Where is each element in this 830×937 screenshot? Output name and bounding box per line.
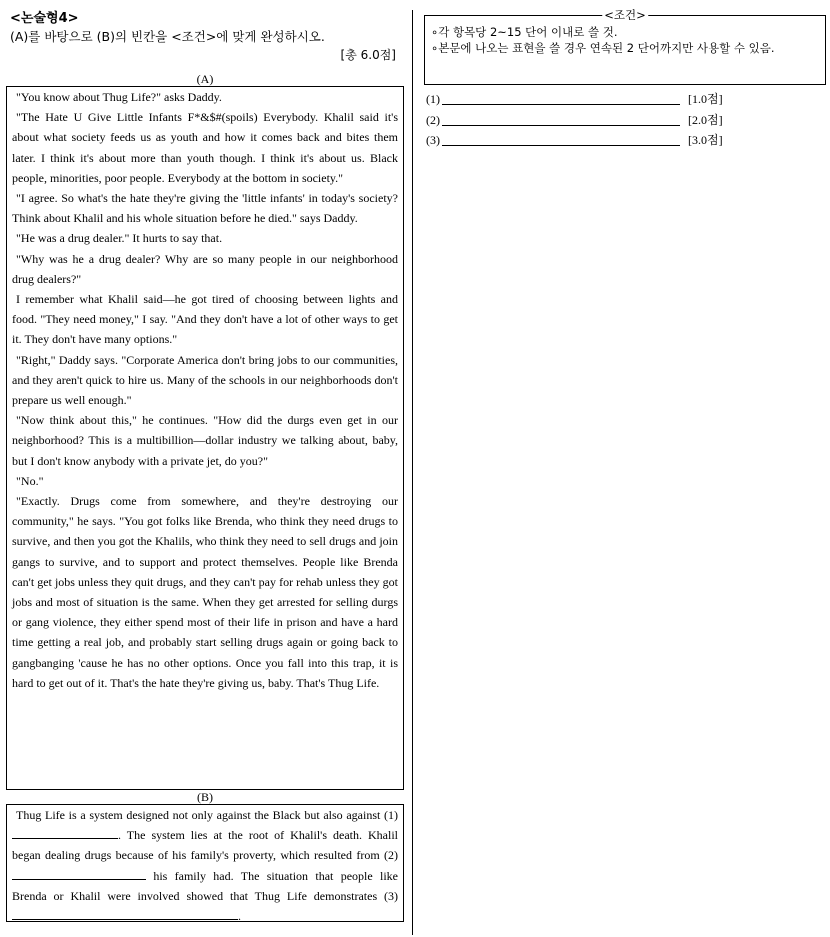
passage-b-label: (B): [197, 790, 213, 804]
blank-2[interactable]: [12, 866, 146, 880]
answer-row-2: [424, 110, 826, 131]
passage-b-text: [12, 805, 398, 922]
answer-line-2[interactable]: [442, 125, 680, 126]
passage-a-box: [6, 86, 404, 790]
answer-number: (2): [426, 112, 440, 127]
condition-item: ∘각 항목당 2~15 단어 이내로 쓸 것.: [431, 25, 618, 39]
passage-b-box: [6, 804, 404, 922]
passage-a-paragraph: "I agree. So what's the hate they're giving the 'little infants' in today's society? Think about Khalil and his whole situation before he died." says Daddy.: [12, 191, 398, 226]
answer-number: (3): [426, 133, 440, 147]
passage-a-paragraph: "No.": [16, 473, 44, 488]
answer-points: [2.0점]: [688, 112, 723, 127]
passage-b-segment: . The system lies at the root of Khalil's death. Khalil began dealing drugs because of his family's proverty, which resulted from (2): [12, 828, 398, 863]
conditions-box: [424, 8, 826, 85]
passage-a-paragraph: "Exactly. Drugs come from somewhere, and they're destroying our community," he says. "You got folks like Brenda, who think they need drugs to survive, and then you got the Khalils, who think they need to sell drugs and join gangs to survive, and to support and protect themselves. People like Brenda can't get jobs unless they quit drugs, and they can't pay for rehab unless they got jobs and most of situation is the same. When they get arrested for selling durgs or gang violence, they either spend most of their life in prison and have a hard time getting a real job, and probably start selling drugs again or going back to gangbanging 'cause he has no other options. Once you fall into this trap, it is hard to get out of it. That's the hate they're giving us, baby. That's Thug Life.: [12, 494, 398, 690]
passage-a-paragraph: I remember what Khalil said—he got tired of choosing between lights and food. "They need money," I say. "And they don't have a lot of other ways to get it. They don't have many options.": [12, 292, 398, 347]
blank-3[interactable]: [12, 906, 238, 920]
conditions-title: <조건>: [604, 8, 646, 22]
passage-a-paragraph: "He was a drug dealer." It hurts to say that.: [16, 231, 223, 246]
passage-a-paragraph: "Now think about this," he continues. "How did the durgs even get in our neighborhood? This is a multibillion—dollar industry we talking about, baby, but I don't know anybody with a private jet, do you?": [12, 413, 398, 468]
blank-1[interactable]: [12, 825, 118, 839]
answer-row-3: [424, 130, 826, 151]
right-column: [424, 10, 826, 151]
column-divider: [412, 10, 413, 935]
passage-a-label: (A): [196, 72, 214, 86]
condition-item: ∘본문에 나오는 표현을 쓸 경우 연속된 2 단어까지만 사용할 수 있음.: [431, 41, 775, 55]
answer-line-3[interactable]: [442, 145, 680, 146]
answer-points: [1.0점]: [688, 92, 723, 106]
passage-b-segment: his family had. The situation that people like Brenda or Khalil were involved showed that Thug Life demonstrates (3): [12, 868, 398, 903]
passage-a-paragraph: "Right," Daddy says. "Corporate America don't bring jobs to our communities, and they aren't quick to hire us. Many of the schools in our neighborhoods don't prepare us well enough.": [12, 352, 398, 408]
passage-a-paragraph: "The Hate U Give Little Infants F*&$#(spoils) Everybody. Khalil said it's about what society feeds us as youth and how it comes back and bites them later. I think it's about more than youth though. I think it's about us. Black people, minorities, poor people. Everybody at the bottom in society.": [12, 110, 398, 185]
passage-b-segment: Thug Life is a system designed not only against the Black but also against (1): [16, 808, 398, 822]
answer-line-1[interactable]: [442, 104, 680, 105]
left-column: [6, 10, 404, 922]
question-instruction: (A)를 바탕으로 (B)의 빈칸을 <조건>에 맞게 완성하시오.: [10, 29, 325, 44]
answer-number: (1): [426, 92, 440, 106]
total-points: [총 6.0점]: [340, 48, 396, 62]
question-number: <논술형4>: [10, 11, 79, 26]
answer-row-1: [424, 89, 826, 110]
answer-points: [3.0점]: [688, 133, 723, 147]
passage-a-paragraph: "You know about Thug Life?" asks Daddy.: [16, 90, 222, 104]
passage-b-segment: .: [238, 909, 241, 922]
passage-a-paragraph: "Why was he a drug dealer? Why are so many people in our neighborhood drug dealers?": [12, 251, 398, 286]
